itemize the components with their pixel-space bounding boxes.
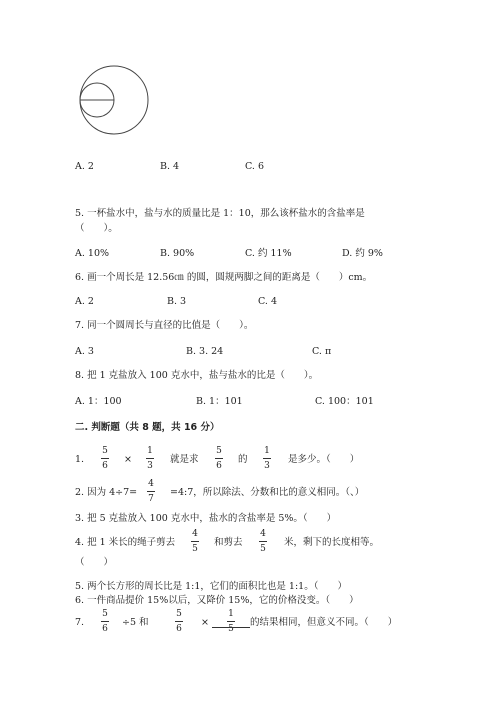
j4-mid-text: 和剪去 <box>214 537 243 548</box>
q6-option-b[interactable]: B. 3 <box>167 296 187 307</box>
j7-fraction-3 <box>226 609 236 634</box>
j2-fraction-numerator: 4 <box>148 479 154 489</box>
j7-fraction-3-denominator: 5 <box>228 624 234 634</box>
j7-fraction-1-numerator: 5 <box>102 609 108 619</box>
j7-underline <box>212 627 250 628</box>
q7-option-c[interactable]: C. π <box>312 346 332 357</box>
q8-option-b[interactable]: B. 1：101 <box>196 396 243 407</box>
j1-fraction-1-denominator: 6 <box>102 461 108 471</box>
j7-fraction-2-numerator: 5 <box>176 609 182 619</box>
q6-stem: 6. 画一个周长是 12.56㎝ 的圆，圆规两脚之间的距离是（ ）cm。 <box>75 272 373 283</box>
q7-stem: 7. 同一个圆周长与直径的比值是（ ）。 <box>75 320 254 331</box>
j1-middle-text: 就是求 <box>170 454 199 465</box>
q4-option-a[interactable]: A. 2 <box>75 161 94 172</box>
j1-fraction-1-numerator: 5 <box>102 446 108 456</box>
q5-stem-line1: 5. 一杯盐水中，盐与水的质量比是 1：10，那么该杯盐水的含盐率是 <box>75 208 365 219</box>
j1-de-text: 的 <box>238 454 248 465</box>
j1-times-sign: × <box>124 454 132 465</box>
j7-fraction-2 <box>174 609 184 634</box>
j1-fraction-4 <box>262 446 272 471</box>
j4-fraction-2 <box>258 529 268 554</box>
q5-option-d[interactable]: D. 约 9% <box>342 248 383 259</box>
j7-fraction-1 <box>100 609 110 634</box>
q8-option-a[interactable]: A. 1：100 <box>75 396 122 407</box>
q8-option-c[interactable]: C. 100：101 <box>315 396 374 407</box>
j4-answer-brackets: （ ） <box>75 557 114 568</box>
q7-option-b[interactable]: B. 3. 24 <box>186 346 224 357</box>
j7-fraction-3-numerator: 1 <box>228 609 234 619</box>
j1-fraction-1 <box>100 446 110 471</box>
j4-post-text: 米，剩下的长度相等。 <box>284 537 380 548</box>
q5-option-c[interactable]: C. 约 11% <box>245 248 292 259</box>
circle-figure-icon <box>78 64 150 136</box>
q6-option-a[interactable]: A. 2 <box>75 296 94 307</box>
j2-post-text: =4:7，所以除法、分数和比的意义相同。（、） <box>170 487 365 498</box>
q8-stem: 8. 把 1 克盐放入 100 克水中，盐与盐水的比是（ ）。 <box>75 370 319 381</box>
j3-stem: 3. 把 5 克盐放入 100 克水中，盐水的含盐率是 5%。（ ） <box>75 513 337 524</box>
j7-fraction-2-denominator: 6 <box>176 624 182 634</box>
q6-option-c[interactable]: C. 4 <box>258 296 278 307</box>
j7-mid-text: ÷5 和 <box>122 617 149 628</box>
q7-option-a[interactable]: A. 3 <box>75 346 94 357</box>
j7-times-sign: × <box>201 617 209 628</box>
j1-fraction-4-denominator: 3 <box>264 461 270 471</box>
q5-stem-line2: （ ）。 <box>75 223 118 234</box>
j4-fraction-1-numerator: 4 <box>192 529 198 539</box>
j1-fraction-2-denominator: 3 <box>147 461 153 471</box>
j5-stem: 5. 两个长方形的周长比是 1:1，它们的面积比也是 1:1。（ ） <box>75 581 347 592</box>
j1-fraction-2 <box>145 446 155 471</box>
j4-fraction-1 <box>190 529 200 554</box>
j1-fraction-3 <box>214 446 224 471</box>
q5-option-a[interactable]: A. 10% <box>75 248 110 259</box>
j2-fraction <box>146 479 156 504</box>
section-title: 二. 判断题（共 8 题，共 16 分） <box>75 422 220 433</box>
j6-stem: 6. 一件商品提价 15%以后，又降价 15%，它的价格没变。（ ） <box>75 595 359 606</box>
j1-number: 1. <box>75 454 85 465</box>
q4-option-b[interactable]: B. 4 <box>160 161 180 172</box>
j1-fraction-3-denominator: 6 <box>216 461 222 471</box>
j7-fraction-1-denominator: 6 <box>102 624 108 634</box>
j4-fraction-2-denominator: 5 <box>260 544 266 554</box>
j4-pre-text: 4. 把 1 米长的绳子剪去 <box>75 537 176 548</box>
j1-fraction-4-numerator: 1 <box>264 446 270 456</box>
j2-fraction-denominator: 7 <box>148 494 154 504</box>
j2-pre-text: 2. 因为 4÷7= <box>75 487 138 498</box>
j4-fraction-2-numerator: 4 <box>260 529 266 539</box>
j1-fraction-2-numerator: 1 <box>147 446 153 456</box>
j1-fraction-3-numerator: 5 <box>216 446 222 456</box>
j7-post-text: 的结果相同，但意义不同。（ ） <box>250 617 398 628</box>
j4-fraction-1-denominator: 5 <box>192 544 198 554</box>
j1-tail-text: 是多少。（ ） <box>288 454 360 465</box>
q4-option-c[interactable]: C. 6 <box>245 161 265 172</box>
j7-number: 7. <box>75 617 85 628</box>
q5-option-b[interactable]: B. 90% <box>160 248 195 259</box>
